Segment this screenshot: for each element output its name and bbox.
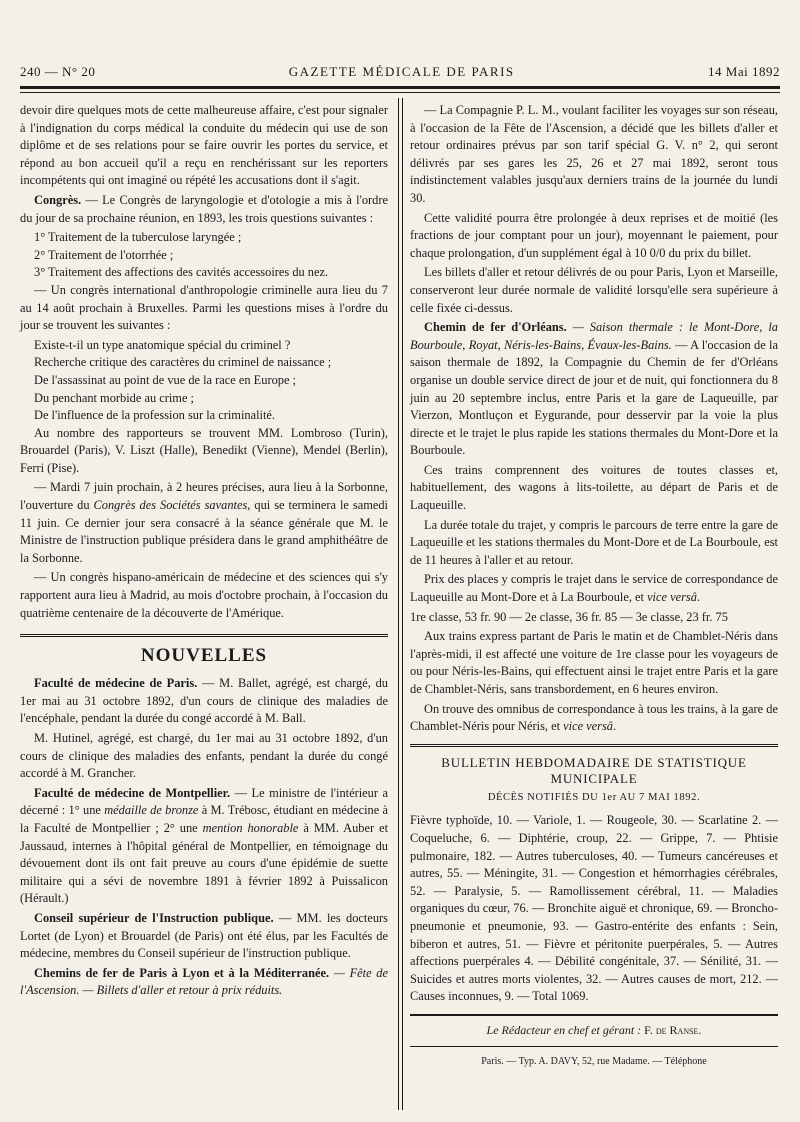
list-item: 1° Traitement de la tuberculose laryngée ;: [34, 230, 242, 245]
paragraph: — Un congrès hispano-américain de médecine et des sciences qui s'y rapportent aura lieu à Madrid, au mois d'octobre prochain, à l'occasion du quatrième centenaire de la découverte de l'Amérique.: [20, 570, 388, 620]
section-lead: Faculté de médecine de Paris.: [34, 676, 198, 691]
mortality-statistics: Fièvre typhoïde, 10. — Variole, 1. — Rougeole, 30. — Scarlatine 2. — Coqueluche, 6. — Diphtérie, croup, 22. — Grippe, 7. — Phtisie pulmonaire, 182. — Autres tuberculoses, 40. — Tumeurs cancéreuses et autres, 55. — Méningite, 31. — Congestion et hémorrhagies cérébrales, 52. — Paralysie, 5. — Ramollissement cérébral, 11. — Maladies organiques du cœur, 76. — Bronchite aiguë et chronique, 69. — Broncho-pneumonie et pneumonie, 93. — Gastro-entérite des enfants : Sein, biberon et autres, 51. — Fièvre et péritonite puerpérales, 5. — Autres affections puerpérales 4. — Débilité congénitale, 37. — Sénilité, 31. — Suicides et autres morts violentes, 32. — Autres causes de mort, 212. — Causes inconnues, 9. — Total 1069.: [410, 813, 778, 1004]
page-header: [20, 58, 780, 80]
paragraph: Au nombre des rapporteurs se trouvent MM. Lombroso (Turin), Brouardel (Paris), V. Liszt (Halle), Benedikt (Vienne), Mendel (Berlin), Ferri (Pise).: [20, 425, 388, 475]
journal-title: GAZETTE MÉDICALE DE PARIS: [288, 64, 515, 79]
section-lead: Chemin de fer d'Orléans.: [424, 320, 567, 335]
editor-signature: Le Rédacteur en chef et gérant : F. de Ranse.: [410, 1014, 778, 1040]
list-item: 2° Traitement de l'otorrhée ;: [34, 247, 174, 262]
bulletin-title: BULLETIN HEBDOMADAIRE DE STATISTIQUE MUNICIPALE: [410, 744, 778, 787]
header-rule-thick: [20, 86, 780, 89]
paragraph: La durée totale du trajet, y compris le parcours de terre entre la gare de Laqueuille et les stations thermales du Mont-Dore et de La Bourboule, est de 11 heures à l'aller et au retour.: [410, 517, 778, 567]
printer-imprint: Paris. — Typ. A. DAVY, 52, rue Madame. — Téléphone: [481, 1055, 707, 1067]
paragraph: Aux trains express partant de Paris le matin et de Chamblet-Néris dans l'après-midi, il est affecté une voiture de 1re classe pour les voyageurs de ou pour Néris-les-Bains, qui effectuent ainsi le trajet entre Paris et la gare de Chamblet-Néris, sans transbordement, en 6 heures environ.: [410, 629, 778, 696]
list-item: Recherche critique des caractères du criminel de naissance ;: [34, 355, 332, 370]
price-line: 1re classe, 53 fr. 90 — 2e classe, 36 fr. 85 — 3e classe, 23 fr. 75: [410, 609, 728, 624]
paragraph: Chemin de fer d'Orléans. — Saison thermale : le Mont-Dore, la Bourboule, Royat, Néris-les-Bains, Évaux-les-Bains. — A l'occasion de la saison thermale de 1892, la Compagnie du Chemin de fer d'Orléans organise un double service direct de jour et de nuit, qui fonctionnera du 8 juin au 20 septembre inclus, entre Paris et la gare de Laqueuille, par Vierzon, Montluçon et Eygurande, pour desservir par la voie la plus directe et le trajet le plus rapide les stations thermales du Mont-Dore et la Bourboule.: [410, 320, 779, 458]
paragraph: Chemins de fer de Paris à Lyon et à la Méditerranée. — Fête de l'Ascension. — Billets d'aller et retour à prix réduits.: [20, 965, 388, 998]
section-lead: Chemins de fer de Paris à Lyon et à la Méditerranée.: [34, 965, 330, 980]
paragraph: Conseil supérieur de l'Instruction publique. — MM. les docteurs Lortet (de Lyon) et Brouardel (de Paris) ont été élus, par les Facultés de médecine, membres du Conseil supérieur de l'instruction publique.: [20, 910, 389, 961]
column-divider-inner: [402, 98, 403, 1110]
right-column: [410, 102, 778, 1070]
paragraph: On trouve des omnibus de correspondance à tous les trains, à la gare de Chamblet-Néris pour Néris, et vice versâ.: [410, 701, 778, 734]
paragraph: — La Compagnie P. L. M., voulant faciliter les voyages sur son réseau, à l'occasion de la Fête de l'Ascension, a décidé que les billets d'aller et retour ordinaires prévus par son tarif spécial G. V. n° 2, qui seront délivrés par ses gares les 25, 26 et 27 mai 1892, seront tous indistinctement valables jusqu'aux derniers trains de la journée du lundi 30.: [410, 103, 778, 205]
paragraph: Faculté de médecine de Paris. — M. Ballet, agrégé, est chargé, du 1er mai au 31 octobre 1892, d'un cours de clinique des maladies de l'encéphale, pendant la durée du congé accordé à M. Ball.: [20, 676, 388, 726]
page-number: 240 — N° 20: [20, 64, 96, 79]
column-divider: [398, 98, 399, 1110]
list-item: De l'influence de la profession sur la criminalité.: [34, 408, 276, 423]
paragraph: Prix des places y compris le trajet dans le service de correspondance de Laqueuille au Mont-Dore et à La Bourboule, et vice versâ.: [410, 572, 778, 605]
paragraph: devoir dire quelques mots de cette malheureuse affaire, c'est pour signaler à l'indignation du corps médical la conduite du médecin qui use de son diplôme et de ses relations pour se faire ouvrir les portes du service, et répond au bon accueil qu'il a reçu en renchérissant sur les reporters incompétents qui ont imaginé ou répété les accusations dont il s'agit.: [20, 103, 388, 188]
paragraph: Les billets d'aller et retour délivrés de ou pour Paris, Lyon et Marseille, conserveront leur durée normale de validité lorsqu'elle sera supérieure à celle fixée ci-dessus.: [410, 265, 778, 315]
paragraph: Faculté de médecine de Montpellier. — Le ministre de l'intérieur a décerné : 1° une médaille de bronze à M. Trébosc, étudiant en médecine à la Faculté de Montpellier ; 2° une mention honorable à MM. Auber et Jaussaud, internes à l'hôpital général de Montpellier, en témoignage du dévouement dont ils ont fait preuve au cours d'une épidémie de suette militaire qui a sévi de novembre 1891 à février 1892 à Puissalicon (Hérault.): [20, 785, 389, 906]
paragraph: Cette validité pourra être prolongée à deux reprises et de moitié (les fractions de jour comptant pour un jour), moyennant le paiement, pour chaque prolongation, d'un supplément égal à 10 0/0 du prix du billet.: [410, 210, 778, 260]
section-lead: Congrès.: [34, 192, 82, 207]
left-column: [20, 102, 388, 1002]
list-item: De l'assassinat au point de vue de la race en Europe ;: [34, 372, 296, 387]
section-lead: Faculté de médecine de Montpellier.: [34, 785, 231, 800]
bulletin-subtitle: DÉCÈS NOTIFIÉS DU 1er AU 7 MAI 1892.: [487, 791, 701, 803]
list-item: Existe-t-il un type anatomique spécial du criminel ?: [34, 337, 291, 352]
list-item: Du penchant morbide au crime ;: [34, 390, 194, 405]
paragraph: Ces trains comprennent des voitures de toutes classes et, habituellement, des wagons à lits-toilette, au départ de Paris et de Laqueuille.: [410, 462, 778, 513]
signature-rule: [410, 1046, 778, 1047]
sorbonne-paragraph: — Mardi 7 juin prochain, à 2 heures précises, aura lieu à la Sorbonne, l'ouverture du Congrès des Sociétés savantes, qui se terminera le samedi 11 juin. Ce dernier jour sera consacré à la séance générale que M. le Ministre de l'instruction publique présidera dans le grand amphithéâtre de la Sorbonne.: [20, 480, 388, 565]
paragraph: — Un congrès international d'anthropologie criminelle aura lieu du 7 au 14 août prochain à Bruxelles. Parmi les questions mises à l'ordre du jour se trouvent les suivantes :: [20, 282, 388, 333]
issue-date: 14 Mai 1892: [708, 64, 780, 79]
paragraph: M. Hutinel, agrégé, est chargé, du 1er mai au 31 octobre 1892, d'un cours de clinique des maladies des enfants, pendant la durée du congé accordé à M. Grancher.: [20, 731, 388, 781]
congres-paragraph: Congrès. — Le Congrès de laryngologie et d'otologie a mis à l'ordre du jour de sa prochaine réunion, en 1893, les trois questions suivantes :: [20, 192, 388, 225]
section-heading-nouvelles: NOUVELLES: [20, 634, 388, 669]
header-rule-thin: [20, 92, 780, 93]
list-item: 3° Traitement des affections des cavités accessoires du nez.: [34, 265, 329, 280]
section-lead: Conseil supérieur de l'Instruction publique.: [34, 910, 274, 925]
